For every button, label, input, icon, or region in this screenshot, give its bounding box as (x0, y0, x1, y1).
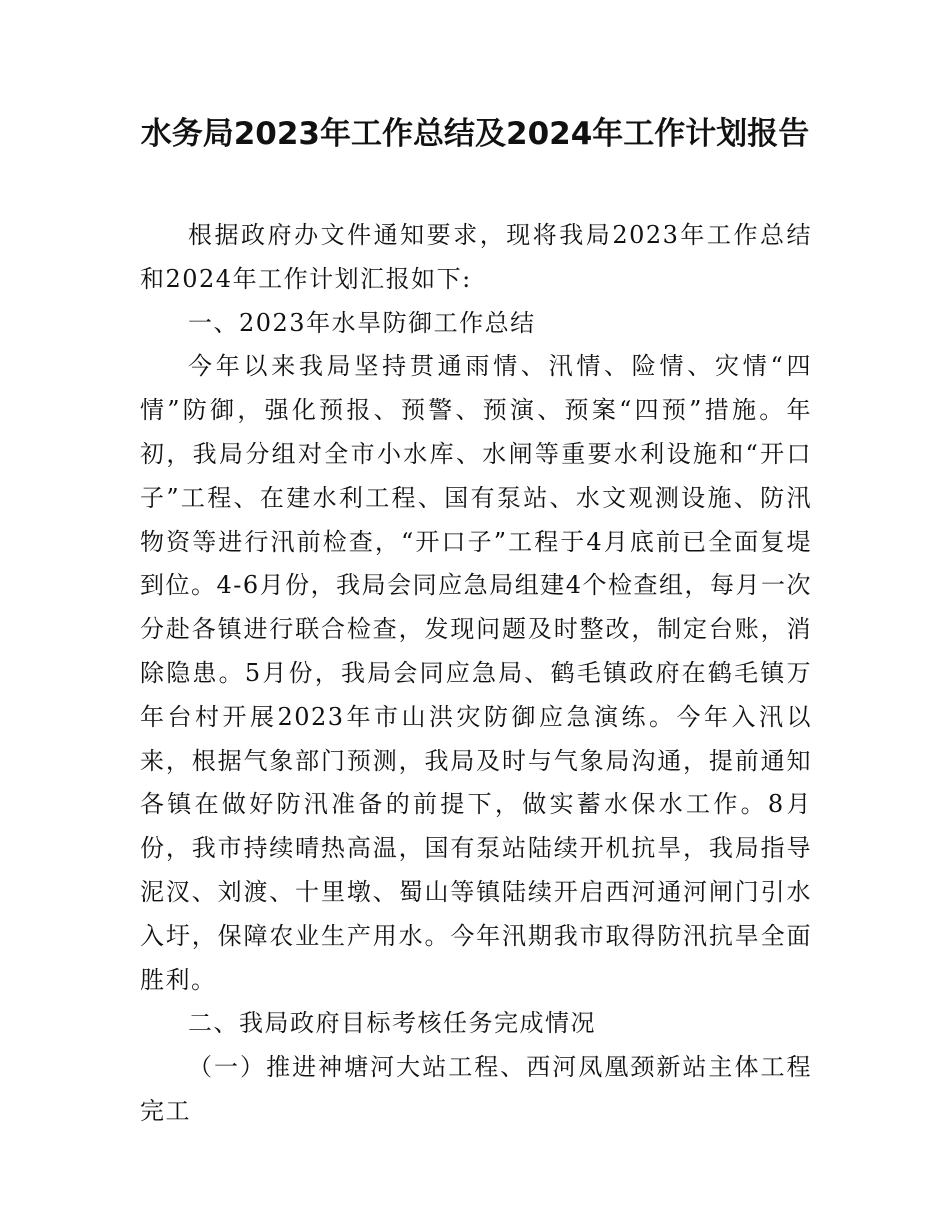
intro-paragraph: 根据政府办文件通知要求，现将我局2023年工作总结和2024年工作计划汇报如下: (140, 221, 812, 293)
section-heading-1: 一、2023年水旱防御工作总结 (188, 308, 536, 337)
document-body (140, 214, 812, 1134)
flood-drought-summary-paragraph: 今年以来我局坚持贯通雨情、汛情、险情、灾情“四情”防御，强化预报、预警、预演、预案“四预”措施。年初，我局分组对全市小水库、水闸等重要水利设施和“开口子”工程、在建水利工程、国有泵站、水文观测设施、防汛物资等进行汛前检查，“开口子”工程于4月底前已全面复堤到位。4-6月份，我局会同应急局组建4个检查组，每月一次分赴各镇进行联合检查，发现问题及时整改，制定台账，消除隐患。5月份，我局会同应急局、鹤毛镇政府在鹤毛镇万年台村开展2023年市山洪灾防御应急演练。今年入汛以来，根据气象部门预测，我局及时与气象局沟通，提前通知各镇在做好防汛准备的前提下，做实蓄水保水工作。8月份，我市持续晴热高温，国有泵站陆续开机抗旱，我局指导泥汊、刘渡、十里墩、蜀山等镇陆续开启西河通河闸门引水入圩，保障农业生产用水。今年汛期我市取得防汛抗旱全面胜利。 (140, 352, 812, 994)
section-heading-2: 二、我局政府目标考核任务完成情况 (188, 1009, 596, 1038)
document-title: 水务局2023年工作总结及2024年工作计划报告 (140, 116, 810, 152)
subsection-heading-1: （一）推进神塘河大站工程、西河凤凰颈新站主体工程完工 (140, 1053, 812, 1125)
